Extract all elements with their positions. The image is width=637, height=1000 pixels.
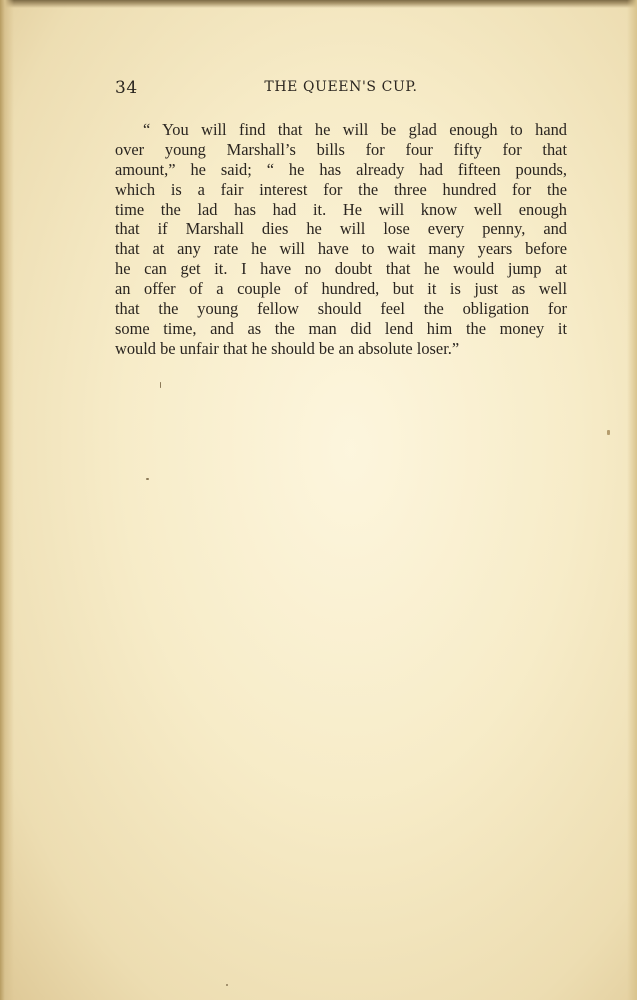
text-line: which is a fair interest for the three hundred for the <box>115 179 567 199</box>
page-left-edge <box>0 0 14 1000</box>
paper-speck <box>226 984 228 986</box>
text-line: amount,” he said; “ he has already had fifteen pounds, <box>115 159 567 179</box>
text-line: some time, and as the man did lend him the money it <box>115 318 567 338</box>
page-number: 34 <box>115 78 138 98</box>
text-line: an offer of a couple of hundred, but it is just as well <box>115 279 567 299</box>
text-line: time the lad has had it. He will know well enough <box>115 199 567 219</box>
text-line: that if Marshall dies he will lose every penny, and <box>115 219 567 239</box>
text-line: that at any rate he will have to wait many years before <box>115 239 567 259</box>
text-line: he can get it. I have no doubt that he would jump at <box>115 259 567 279</box>
text-line: “ You will find that he will be glad enough to hand <box>143 120 567 139</box>
text-line: over young Marshall’s bills for four fifty for that <box>115 139 567 159</box>
paper-speck <box>146 478 149 480</box>
body-paragraph <box>115 120 567 359</box>
page-right-edge <box>627 0 637 1000</box>
paper-speck <box>607 430 610 435</box>
page-top-edge <box>0 0 637 8</box>
page-header <box>115 76 567 100</box>
paper-speck <box>160 382 161 388</box>
text-line: would be unfair that he should be an absolute loser.” <box>115 338 460 358</box>
text-line: that the young fellow should feel the obligation for <box>115 299 567 319</box>
running-title: THE QUEEN'S CUP. <box>264 79 418 95</box>
